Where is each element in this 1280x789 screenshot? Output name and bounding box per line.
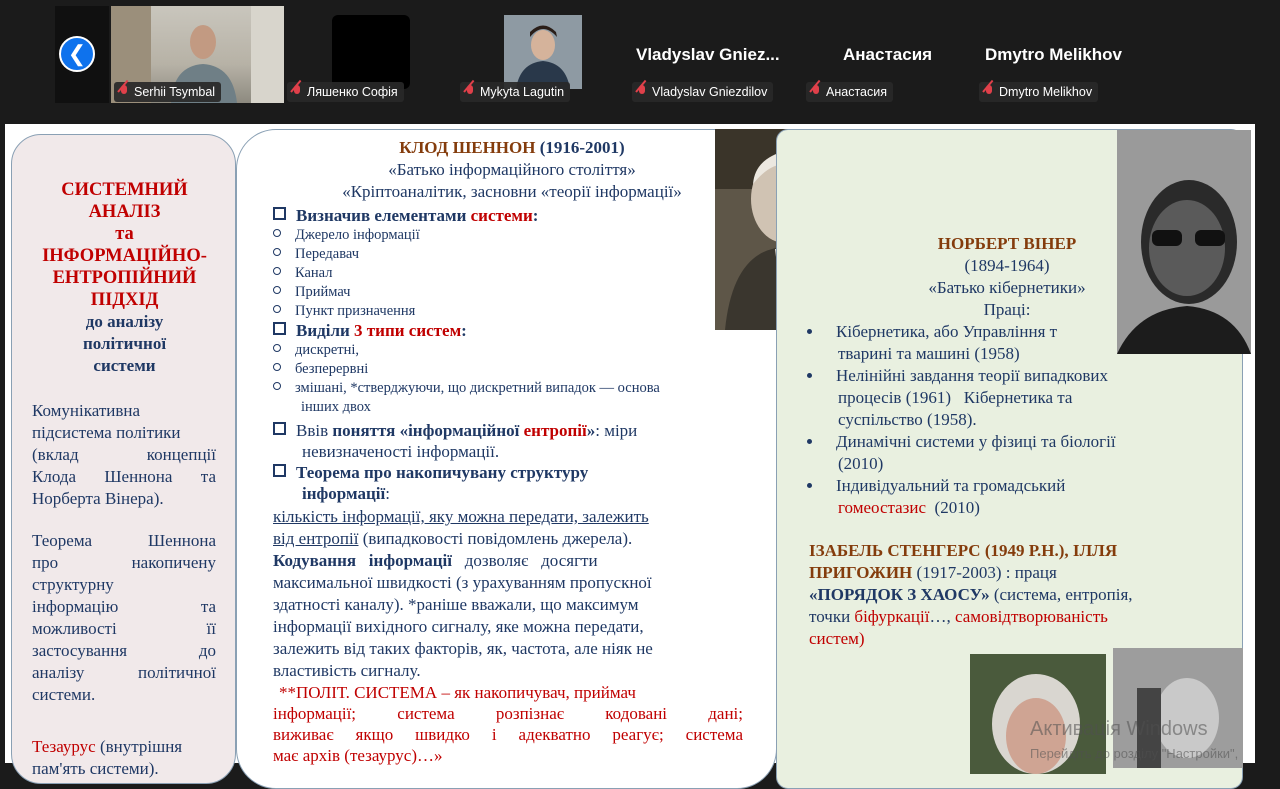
windows-activation-watermark: Активація Windows	[1030, 718, 1208, 740]
stengers-prigogine: ІЗАБЕЛЬ СТЕНГЕРС (1949 Р.Н.), ІЛЛЯ ПРИГОЖИН (1917-2003) : праця «ПОРЯДОК З ХАОСУ» (система, ентропія, точки біфуркації…, самовідтворюваність систем)	[809, 541, 1133, 648]
mic-muted-icon	[636, 85, 648, 99]
participant-name: Dmytro Melikhov	[999, 85, 1093, 99]
circle-bullet-icon	[273, 363, 281, 371]
participant-display-name: Vladyslav Gniez...	[636, 45, 780, 64]
participant-tile-anastasia[interactable]	[805, 6, 975, 103]
avatar-blank	[332, 15, 410, 89]
circle-bullet-icon	[273, 305, 281, 313]
nameplate	[632, 82, 773, 102]
chevron-left-icon: ❮	[67, 41, 87, 66]
wiener-works-list: Кібернетика, або Управління т тварині та машині (1958) Нелінійні завдання теорії випадкових процесів (1961) Кібернетика та суспільство (1958). Динамічні системи у фізиці та біології (2010) Індивідуальний та громадський гомеостазис (2010)	[807, 321, 1227, 519]
participant-name: Vladyslav Gniezdilov	[652, 85, 768, 99]
wiener-photo	[1117, 130, 1251, 354]
checkbox-bullet-icon	[273, 207, 286, 220]
participant-display-name: Анастасия	[843, 45, 933, 64]
participant-strip	[0, 0, 1280, 112]
paragraph-theorem: Теорема Шеннона про накопичену структурну інформацію та можливості її застосування до аналізу політичної системи.	[32, 531, 216, 704]
bullet-icon	[807, 483, 812, 488]
nameplate	[460, 82, 570, 102]
nameplate	[979, 82, 1098, 102]
circle-bullet-icon	[273, 267, 281, 275]
shannon-entropy: Ввів поняття «інформаційної ентропії»: міри невизначеності інформації. Теорема про накопичувану структуру інформації:	[273, 420, 743, 504]
participant-tile-dmytro[interactable]	[978, 6, 1153, 103]
bullet-icon	[807, 373, 812, 378]
checkbox-bullet-icon	[273, 464, 286, 477]
nameplate	[114, 82, 221, 102]
bullet-icon	[807, 439, 812, 444]
mic-muted-icon	[118, 85, 130, 99]
circle-bullet-icon	[273, 344, 281, 352]
circle-bullet-icon	[273, 286, 281, 294]
shannon-theorem: кількість інформації, яку можна передати, залежить від ентропії (випадковості повідомлень джерела). Кодування інформації дозволяє досягти максимальної швидкості (з урахуванням пропускної здатності каналу). *раніше вважали, що максимум інформації вихідного сигналу, яке можна передати, залежить від таких факторів, як, частота, але ніяк не властивість сигналу.	[273, 507, 653, 680]
scroll-left-button[interactable]	[59, 36, 95, 72]
center-panel	[236, 129, 777, 789]
participant-name: Анастасия	[826, 85, 887, 99]
circle-bullet-icon	[273, 229, 281, 237]
participant-tile-sofia[interactable]	[287, 6, 457, 103]
person-photo	[504, 15, 582, 89]
bullet-icon	[807, 329, 812, 334]
wiener-header: НОРБЕРТ ВІНЕР (1894-1964) «Батько кібернетики» Праці:	[928, 234, 1086, 319]
participant-tile-mykyta[interactable]	[459, 6, 629, 103]
checkbox-bullet-icon	[273, 422, 286, 435]
participant-name: Mykyta Lagutin	[480, 85, 565, 99]
checkbox-bullet-icon	[273, 322, 286, 335]
mic-muted-icon	[810, 85, 822, 99]
mic-muted-icon	[291, 85, 303, 99]
circle-bullet-icon	[273, 382, 281, 390]
paragraph-communicative: Комунікативна підсистема політики (вклад концепції Клода Шеннона та Норберта Вінера).	[32, 401, 216, 508]
shannon-header: КЛОД ШЕННОН (1916-2001) «Батько інформаційного століття» «Кріптоаналітик, засновни «теорії інформації»	[342, 138, 682, 201]
participant-name: Ляшенко Софія	[307, 85, 398, 99]
windows-activation-hint: Перейдіть до розділу "Настройки",	[1030, 746, 1239, 761]
participant-tile-serhii[interactable]	[111, 6, 284, 103]
circle-bullet-icon	[273, 248, 281, 256]
nameplate	[287, 82, 404, 102]
participant-name: Serhii Tsymbal	[134, 85, 216, 99]
polit-system-note: **ПОЛІТ. СИСТЕМА – як накопичувач, приймач інформації; система розпізнає кодовані дані; виживає якщо швидко і адекватно реагує; система має архів (тезаурус)…»	[273, 683, 743, 765]
mic-muted-icon	[983, 85, 995, 99]
left-panel	[11, 134, 236, 784]
avatar-photo	[504, 15, 582, 89]
shared-slide	[5, 124, 1255, 778]
nameplate	[806, 82, 893, 102]
shannon-elements: Визначив елементами системи: Джерело інформації Передавач Канал Приймач Пункт призначення Виділи 3 типи систем: дискретні, безперервні змішані, *стверджуючи, що дискретний випадок — основа інших двох	[273, 206, 743, 417]
paragraph-thesaurus: Тезаурус (внутрішня пам'ять системи).	[32, 737, 183, 778]
slide-title: СИСТЕМНИЙ АНАЛІЗ та ІНФОРМАЦІЙНО- ЕНТРОПІЙНИЙ ПІДХІД	[42, 180, 207, 310]
participant-tile-vladyslav[interactable]	[631, 6, 803, 103]
slide-subtitle: до аналізу політичної системи	[82, 312, 167, 375]
participant-display-name: Dmytro Melikhov	[985, 45, 1122, 64]
portrait-image	[1117, 130, 1251, 354]
mic-muted-icon	[464, 85, 476, 99]
